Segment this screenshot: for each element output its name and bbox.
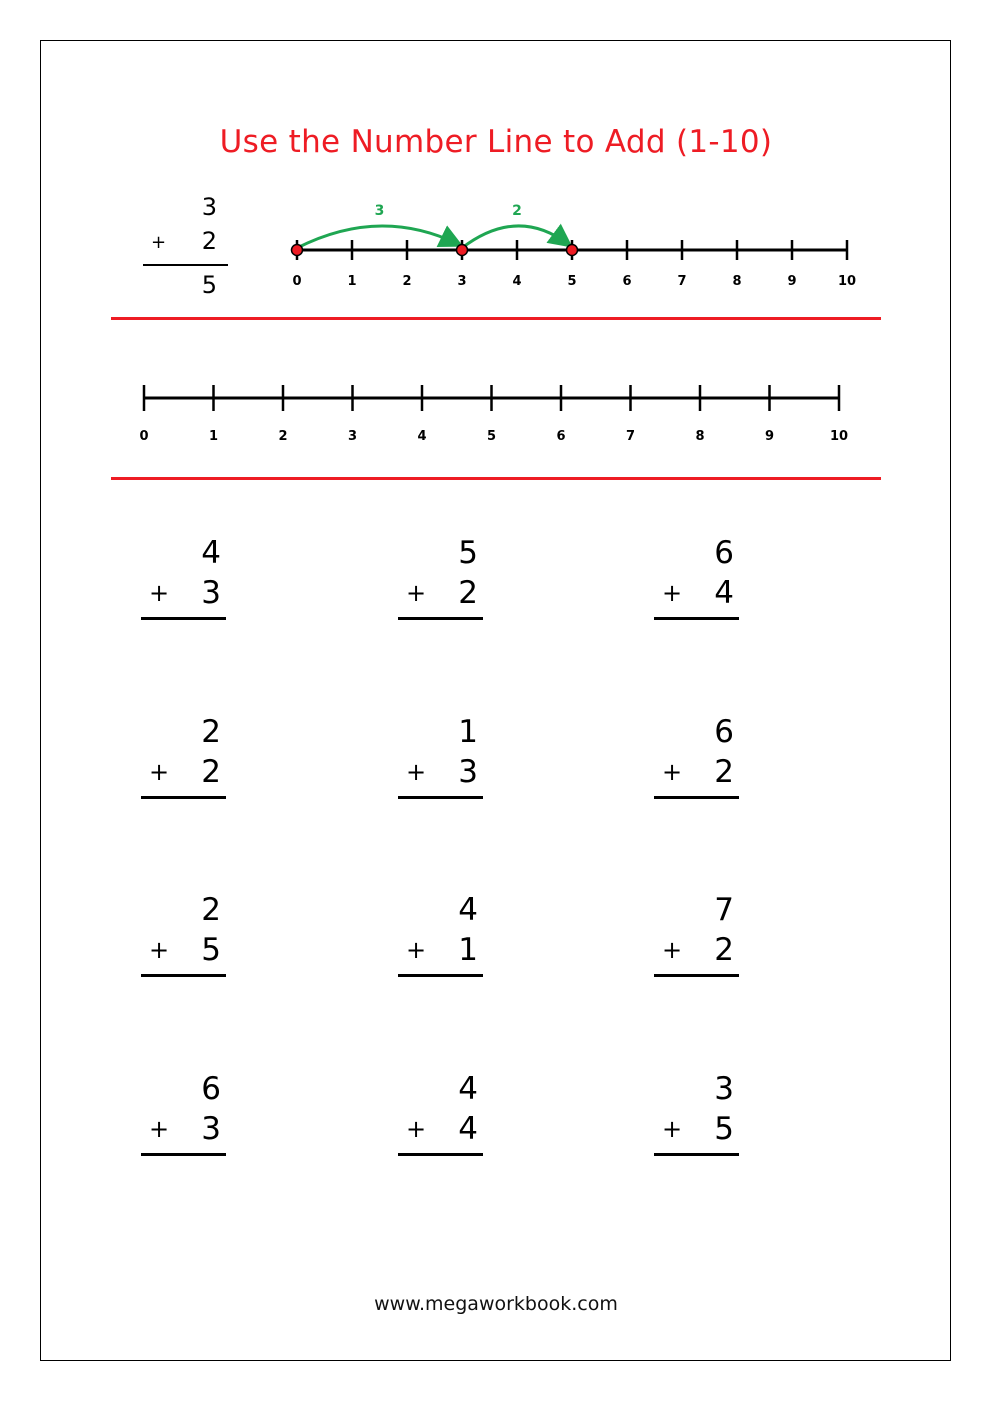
addition-problem [398, 535, 488, 615]
problem-plus-sign: + [149, 579, 170, 607]
problem-bottom-number: 2 [201, 754, 221, 790]
example-line-tick-label: 6 [622, 274, 632, 289]
problem-answer-line [654, 796, 739, 799]
problem-top-number: 7 [714, 892, 734, 928]
hop-arrow [297, 226, 458, 248]
blank-line-tick-label: 7 [625, 429, 636, 444]
problem-bottom-number: 3 [201, 1111, 221, 1147]
hop-label: 2 [512, 203, 522, 219]
problem-answer-line [398, 617, 483, 620]
example-top-number: 3 [201, 193, 217, 221]
example-line-tick-label: 8 [732, 274, 742, 289]
problem-plus-sign: + [149, 758, 170, 786]
example-line-tick-label: 3 [457, 274, 467, 289]
addition-problem [654, 1071, 744, 1151]
problem-bottom-number: 5 [714, 1111, 734, 1147]
example-answer-line [143, 264, 228, 266]
problem-plus-sign: + [406, 936, 427, 964]
number-line-point [457, 245, 468, 256]
problem-bottom-number: 2 [458, 575, 478, 611]
problem-plus-sign: + [662, 936, 683, 964]
problem-top-number: 2 [201, 892, 221, 928]
example-line-tick-label: 7 [677, 274, 687, 289]
problem-top-number: 4 [201, 535, 221, 571]
example-line-tick-label: 1 [347, 274, 357, 289]
problem-answer-line [141, 1153, 226, 1156]
problem-answer-line [654, 1153, 739, 1156]
blank-line-tick-label: 1 [208, 429, 219, 444]
addition-problem [141, 714, 231, 794]
addition-problem [398, 714, 488, 794]
problem-top-number: 4 [458, 892, 478, 928]
addition-problem [654, 535, 744, 615]
blank-line-tick-label: 10 [829, 429, 849, 444]
example-line-tick-label: 2 [402, 274, 412, 289]
example-line-tick-label: 5 [567, 274, 577, 289]
problem-top-number: 1 [458, 714, 478, 750]
problem-bottom-number: 3 [458, 754, 478, 790]
problem-bottom-number: 5 [201, 932, 221, 968]
blank-line-tick-label: 3 [347, 429, 358, 444]
example-line-tick-label: 9 [787, 274, 797, 289]
blank-line-tick-label: 6 [556, 429, 566, 444]
problem-answer-line [141, 796, 226, 799]
example-bottom-number: 2 [201, 227, 217, 255]
problem-answer-line [654, 617, 739, 620]
worksheet-title: Use the Number Line to Add (1-10) [219, 124, 773, 160]
problem-top-number: 4 [458, 1071, 478, 1107]
problem-answer-line [141, 974, 226, 977]
problem-answer-line [654, 974, 739, 977]
blank-line-tick-label: 5 [486, 429, 497, 444]
addition-problem [654, 892, 744, 972]
example-line-tick-label: 4 [512, 274, 522, 289]
addition-problem [398, 1071, 488, 1151]
hop-label: 3 [374, 203, 385, 219]
example-problem [143, 192, 233, 302]
addition-problem [141, 892, 231, 972]
problem-plus-sign: + [662, 758, 683, 786]
problem-top-number: 5 [458, 535, 478, 571]
blank-line-tick-label: 0 [139, 429, 149, 444]
example-plus-sign: + [151, 232, 167, 253]
problem-plus-sign: + [406, 579, 427, 607]
blank-number-line [130, 375, 860, 450]
example-line-tick-label: 10 [837, 274, 857, 289]
example-number-line [280, 195, 870, 300]
number-line-point [567, 245, 578, 256]
problem-bottom-number: 2 [714, 932, 734, 968]
problem-answer-line [398, 974, 483, 977]
problem-plus-sign: + [662, 1115, 683, 1143]
problem-bottom-number: 3 [201, 575, 221, 611]
number-line-point [292, 245, 303, 256]
problem-plus-sign: + [406, 758, 427, 786]
top-divider [111, 317, 881, 320]
problem-bottom-number: 1 [458, 932, 478, 968]
addition-problem [141, 535, 231, 615]
problem-answer-line [398, 796, 483, 799]
problem-bottom-number: 4 [458, 1111, 478, 1147]
problem-plus-sign: + [406, 1115, 427, 1143]
problem-bottom-number: 4 [714, 575, 734, 611]
problem-top-number: 2 [201, 714, 221, 750]
problem-plus-sign: + [149, 1115, 170, 1143]
blank-line-tick-label: 9 [764, 429, 775, 444]
footer-url: www.megaworkbook.com [374, 1293, 618, 1315]
problem-answer-line [141, 617, 226, 620]
blank-line-tick-label: 2 [278, 429, 288, 444]
addition-problem [398, 892, 488, 972]
blank-line-tick-label: 8 [695, 429, 705, 444]
addition-problem [141, 1071, 231, 1151]
problem-top-number: 6 [714, 535, 734, 571]
hop-arrow [462, 226, 568, 248]
problem-bottom-number: 2 [714, 754, 734, 790]
bottom-divider [111, 477, 881, 480]
problem-answer-line [398, 1153, 483, 1156]
problem-plus-sign: + [662, 579, 683, 607]
example-line-tick-label: 0 [292, 274, 302, 289]
problem-top-number: 6 [714, 714, 734, 750]
blank-line-tick-label: 4 [417, 429, 427, 444]
problem-top-number: 3 [714, 1071, 734, 1107]
addition-problem [654, 714, 744, 794]
problem-top-number: 6 [201, 1071, 221, 1107]
example-answer: 5 [201, 271, 217, 299]
problem-plus-sign: + [149, 936, 170, 964]
